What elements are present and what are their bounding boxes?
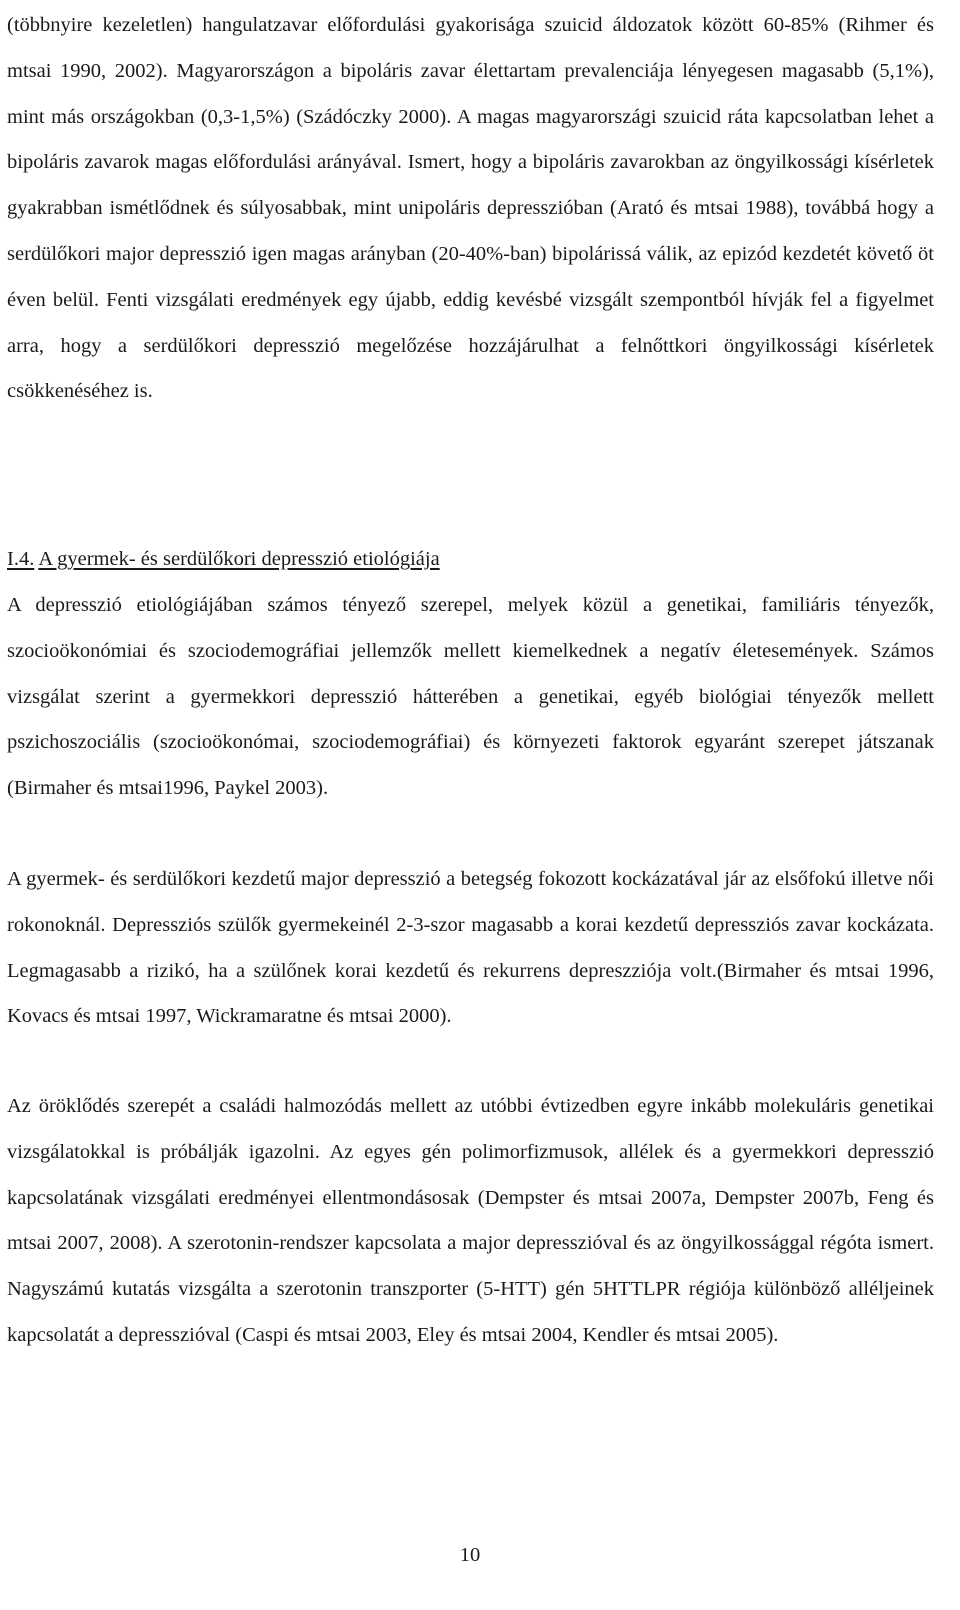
page-number: 10: [459, 1544, 481, 1566]
paragraph-etiology: A depresszió etiológiájában számos tényező szerepel, melyek közül a genetikai, familiáris tényezők, szocioökonómiai és szociodemográfiai jellemzők mellett kiemelkednek a negatív életesemények. Számos vizsgálat szerint a gyermekkori depresszió hátterében a genetikai, egyéb biológiai tényezők mellett pszichoszociális (szocioökonómai, szociodemográfiai) és környezeti faktorok egyaránt szerepet játszanak (Birmaher és mtsai1996, Paykel 2003).: [7, 594, 934, 800]
section-heading: [7, 537, 934, 583]
paragraph-early-onset-risk: A gyermek- és serdülőkori kezdetű major depresszió a betegség fokozott kockázatával jár az elsőfokú illetve női rokonoknál. Depressziós szülők gyermekeinél 2-3-szor magasabb a korai kezdetű depressziós zavar kockázata. Legmagasabb a rizikó, ha a szülőnek korai kezdetű és rekurrens depreszziója volt.(Birmaher és mtsai 1996, Kovacs és mtsai 1997, Wickramaratne és mtsai 2000).: [7, 868, 934, 1028]
paragraph-suicide-bipolar: (többnyire kezeletlen) hangulatzavar előfordulási gyakorisága szuicid áldozatok között 60-85% (Rihmer és mtsai 1990, 2002). Magyarországon a bipoláris zavar élettartam prevalenciája lényegesen magasabb (5,1%), mint más országokban (0,3-1,5%) (Szádóczky 2000). A magas magyarországi szuicid ráta kapcsolatban lehet a bipoláris zavarok magas előfordulási arányával. Ismert, hogy a bipoláris zavarokban az öngyilkossági kísérletek gyakrabban ismétlődnek és súlyosabbak, mint unipoláris depresszióban (Arató és mtsai 1988), továbbá hogy a serdülőkori major depresszió igen magas arányban (20-40%-ban) bipolárissá válik, az epizód kezdetét követő öt éven belül. Fenti vizsgálati eredmények egy újabb, eddig kevésbé vizsgált szempontból hívják fel a figyelmet arra, hogy a serdülőkori depresszió megelőzése hozzájárulhat a felnőttkori öngyilkossági kísérletek csökkenéséhez is.: [7, 14, 934, 403]
section-number: I.4.: [7, 548, 35, 570]
section-title: A gyermek- és serdülőkori depresszió etiológiája: [38, 548, 440, 570]
paragraph-molecular-genetics: Az öröklődés szerepét a családi halmozódás mellett az utóbbi évtizedben egyre inkább molekuláris genetikai vizsgálatokkal is próbálják igazolni. Az egyes gén polimorfizmusok, allélek és a gyermekkori depresszió kapcsolatának vizsgálati eredményei ellentmondásosak (Dempster és mtsai 2007a, Dempster 2007b, Feng és mtsai 2007, 2008). A szerotonin-rendszer kapcsolata a major depresszióval és az öngyilkossággal régóta ismert. Nagyszámú kutatás vizsgálta a szerotonin transzporter (5-HTT) gén 5HTTLPR régiója különböző alléljeinek kapcsolatát a depresszióval (Caspi és mtsai 2003, Eley és mtsai 2004, Kendler és mtsai 2005).: [7, 1095, 934, 1346]
